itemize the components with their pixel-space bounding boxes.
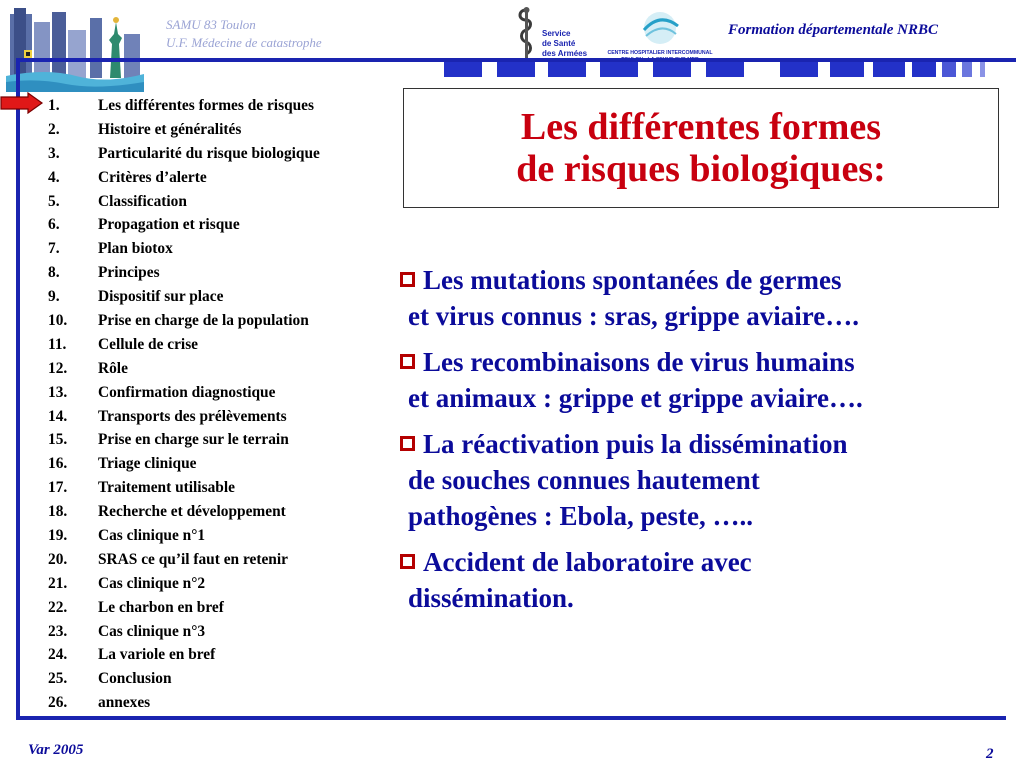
bullet-item xyxy=(400,544,1000,616)
toc-number: 7. xyxy=(48,240,60,258)
toc-label: Cellule de crise xyxy=(98,335,199,353)
toc-item[interactable] xyxy=(36,667,320,691)
formation-title: Formation départementale NRBC xyxy=(728,22,939,38)
toc-item[interactable] xyxy=(36,596,320,620)
toc-label: annexes xyxy=(98,694,151,712)
service-sante-armees-logo xyxy=(512,6,596,64)
footer-label: Var 2005 xyxy=(28,742,84,758)
ssa-logo-line1: Service xyxy=(542,29,571,38)
toc-label: SRAS ce qu’il faut en retenir xyxy=(98,550,288,568)
decor-square xyxy=(873,62,905,77)
decor-square xyxy=(942,62,956,77)
organization-line1: SAMU 83 Toulon xyxy=(166,17,256,32)
toc-number: 8. xyxy=(48,264,60,282)
toc-label: Particularité du risque biologique xyxy=(98,144,320,162)
toc-item[interactable] xyxy=(36,524,320,548)
toc-label: Rôle xyxy=(98,359,128,377)
toc-item[interactable] xyxy=(36,428,320,452)
toc-label: Recherche et développement xyxy=(98,503,286,521)
decor-square xyxy=(912,62,936,77)
decor-square xyxy=(962,62,972,77)
bullet-line: dissémination. xyxy=(408,583,574,613)
toc-label: Transports des prélèvements xyxy=(98,407,287,425)
toc-item[interactable] xyxy=(36,405,320,429)
toc-item[interactable] xyxy=(36,166,320,190)
toc-number: 16. xyxy=(48,455,68,473)
bullet-item xyxy=(400,262,1000,334)
chi-logo-line1: CENTRE HOSPITALIER INTERCOMMUNAL xyxy=(607,50,713,56)
toc-number: 25. xyxy=(48,670,68,688)
toc-number: 26. xyxy=(48,694,68,712)
bullet-line: et virus connus : sras, grippe aviaire…. xyxy=(408,301,859,331)
toc-label: La variole en bref xyxy=(98,646,216,664)
toc-number: 19. xyxy=(48,527,68,545)
bullet-line: pathogènes : Ebola, peste, ….. xyxy=(408,501,754,531)
toc-label: Prise en charge sur le terrain xyxy=(98,431,289,449)
slide-title-line1: Les différentes formes xyxy=(520,106,882,148)
toc-label: Les différentes formes de risques xyxy=(98,97,315,114)
toc-item[interactable] xyxy=(36,213,320,237)
organization-label xyxy=(166,16,322,52)
bullet-list xyxy=(400,262,1000,626)
toc-label: Traitement utilisable xyxy=(98,479,235,497)
toc-number: 10. xyxy=(48,312,68,330)
page-number: 2 xyxy=(986,746,994,762)
ssa-logo-line3: des Armées xyxy=(542,49,588,58)
decor-square xyxy=(830,62,864,77)
toc-item[interactable] xyxy=(36,118,320,142)
toc-number: 24. xyxy=(48,646,68,664)
toc-item[interactable] xyxy=(36,572,320,596)
toc-number: 17. xyxy=(48,479,68,497)
toc-number: 15. xyxy=(48,431,68,449)
toc-number: 14. xyxy=(48,407,68,425)
toc-item[interactable] xyxy=(36,452,320,476)
centre-hospitalier-logo xyxy=(604,8,716,64)
bullet-line: Les mutations spontanées de germes xyxy=(423,265,842,295)
toc-label: Le charbon en bref xyxy=(98,598,224,616)
toc-number: 1. xyxy=(48,97,60,114)
decor-square xyxy=(444,62,482,77)
toc-item[interactable] xyxy=(36,620,320,644)
toc-label: Cas clinique n°1 xyxy=(98,527,206,545)
left-border xyxy=(16,58,20,720)
city-skyline-logo xyxy=(6,4,144,92)
decor-square xyxy=(780,62,818,77)
toc-number: 5. xyxy=(48,192,60,210)
slide-title-line2: de risques biologiques: xyxy=(516,148,886,190)
decor-square xyxy=(706,62,744,77)
table-of-contents xyxy=(36,94,320,715)
toc-number: 2. xyxy=(48,120,60,138)
toc-label: Plan biotox xyxy=(98,240,173,258)
ssa-logo-line2: de Santé xyxy=(542,39,576,48)
toc-item[interactable] xyxy=(36,500,320,524)
toc-item[interactable] xyxy=(36,691,320,715)
toc-label: Cas clinique n°2 xyxy=(98,574,206,592)
toc-label: Dispositif sur place xyxy=(98,288,224,306)
toc-label: Critères d’alerte xyxy=(98,168,207,186)
toc-item[interactable] xyxy=(36,381,320,405)
toc-item[interactable] xyxy=(36,94,320,118)
decor-square xyxy=(497,62,535,77)
toc-number: 12. xyxy=(48,359,68,377)
toc-item[interactable] xyxy=(36,333,320,357)
toc-number: 20. xyxy=(48,550,68,568)
toc-label: Triage clinique xyxy=(98,455,197,473)
square-bullet-icon xyxy=(400,554,415,569)
toc-number: 22. xyxy=(48,598,68,616)
toc-number: 3. xyxy=(48,144,60,162)
toc-number: 18. xyxy=(48,503,68,521)
toc-item[interactable] xyxy=(36,142,320,166)
toc-label: Prise en charge de la population xyxy=(98,312,309,330)
bullet-item xyxy=(400,344,1000,416)
toc-number: 4. xyxy=(48,168,60,186)
decor-square xyxy=(653,62,691,77)
square-bullet-icon xyxy=(400,354,415,369)
square-bullet-icon xyxy=(400,272,415,287)
toc-label: Confirmation diagnostique xyxy=(98,383,276,401)
toc-item[interactable] xyxy=(36,309,320,333)
bullet-line: Les recombinaisons de virus humains xyxy=(423,347,855,377)
decor-square xyxy=(600,62,638,77)
toc-item[interactable] xyxy=(36,357,320,381)
toc-label: Classification xyxy=(98,192,187,210)
decor-square xyxy=(548,62,586,77)
toc-item[interactable] xyxy=(36,643,320,667)
bullet-line: La réactivation puis la dissémination xyxy=(423,429,848,459)
toc-label: Principes xyxy=(98,264,160,282)
toc-item[interactable] xyxy=(36,237,320,261)
toc-number: 21. xyxy=(48,574,68,592)
toc-item[interactable] xyxy=(36,261,320,285)
organization-line2: U.F. Médecine de catastrophe xyxy=(166,35,322,50)
toc-item[interactable] xyxy=(36,548,320,572)
bullet-line: de souches connues hautement xyxy=(408,465,760,495)
decor-square xyxy=(980,62,985,77)
toc-number: 23. xyxy=(48,622,68,640)
toc-number: 6. xyxy=(48,216,60,234)
toc-label: Conclusion xyxy=(98,670,172,688)
slide-title-box xyxy=(403,88,999,208)
square-bullet-icon xyxy=(400,436,415,451)
toc-label: Propagation et risque xyxy=(98,216,240,234)
toc-number: 11. xyxy=(48,335,67,353)
toc-label: Cas clinique n°3 xyxy=(98,622,206,640)
bullet-item xyxy=(400,426,1000,534)
toc-item[interactable] xyxy=(36,285,320,309)
toc-item[interactable] xyxy=(36,476,320,500)
toc-number: 9. xyxy=(48,288,60,306)
toc-label: Histoire et généralités xyxy=(98,120,242,138)
bullet-line: Accident de laboratoire avec xyxy=(423,547,752,577)
toc-item[interactable] xyxy=(36,190,320,214)
bullet-line: et animaux : grippe et grippe aviaire…. xyxy=(408,383,863,413)
toc-number: 13. xyxy=(48,383,68,401)
footer-divider xyxy=(16,716,1006,720)
